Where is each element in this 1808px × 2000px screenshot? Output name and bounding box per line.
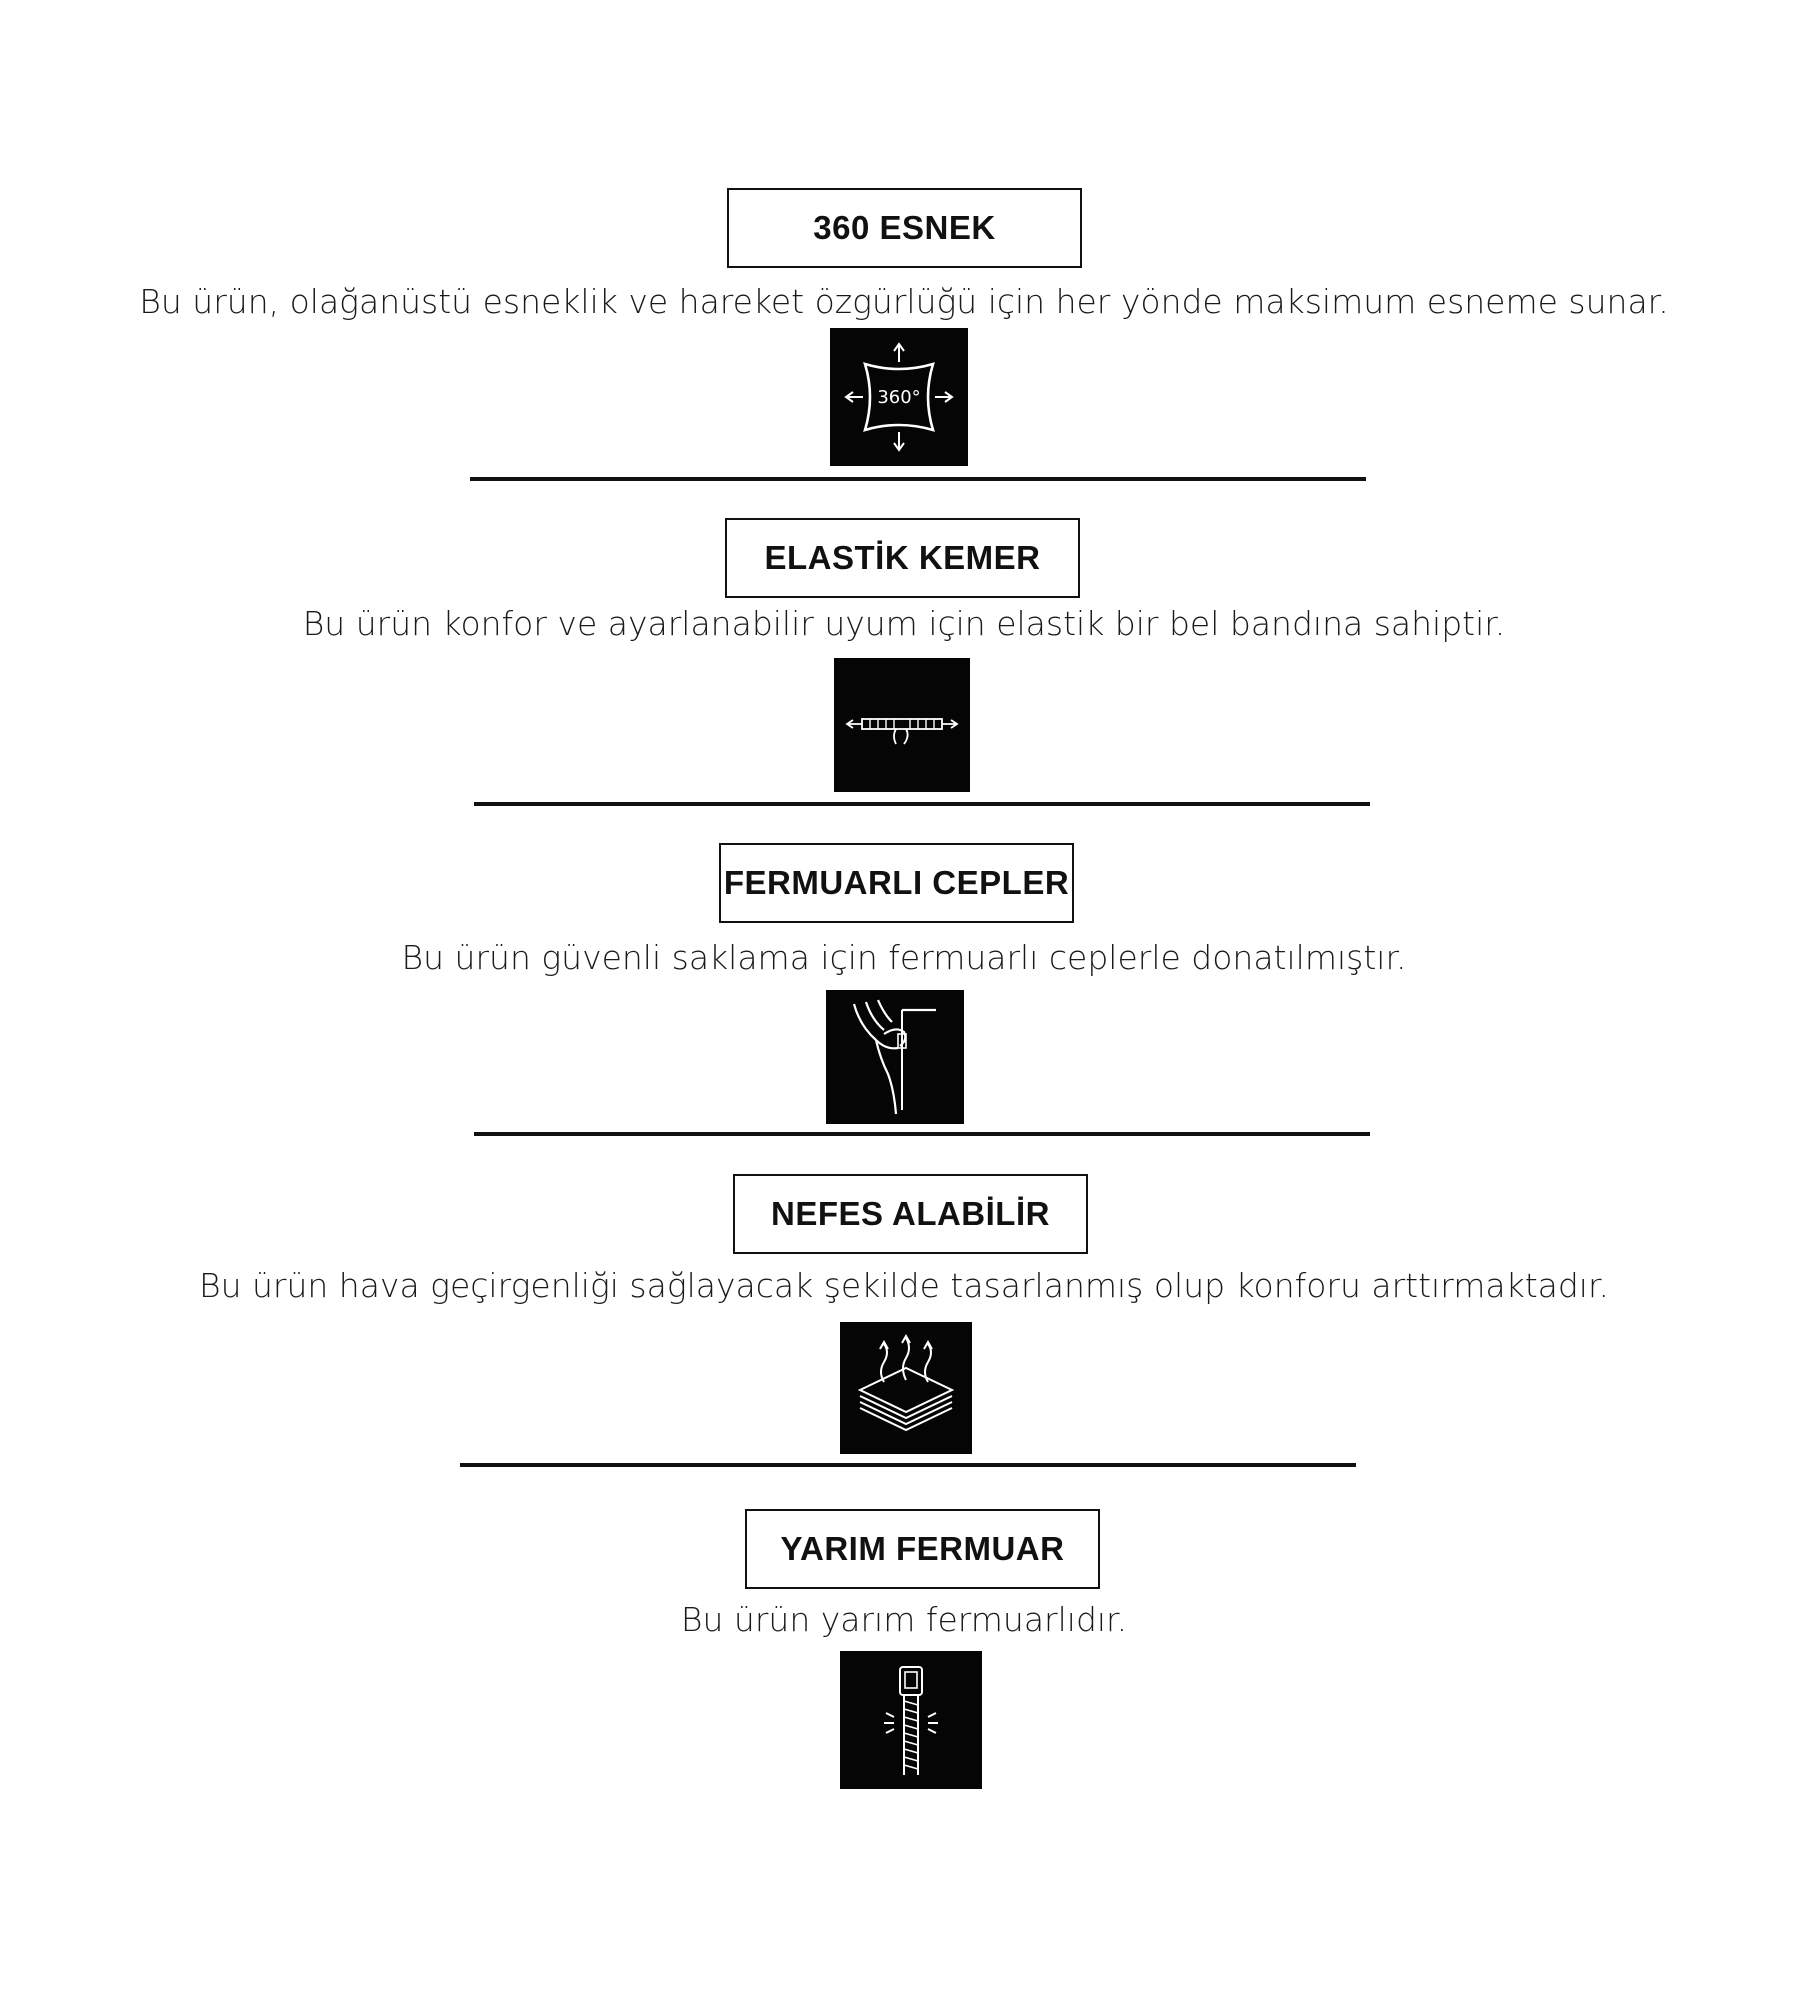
feature-title-nefes-alabilir: NEFES ALABİLİR (733, 1174, 1088, 1254)
divider-1 (470, 477, 1366, 481)
feature-description-fermuarli-cepler: Bu ürün güvenli saklama için fermuarlı ceplerle donatılmıştır. (401, 938, 1407, 977)
half-zip-icon (840, 1651, 982, 1789)
breathable-fabric-icon (840, 1322, 972, 1454)
feature-title-fermuarli-cepler: FERMUARLI CEPLER (719, 843, 1074, 923)
feature-title-360-esnek: 360 ESNEK (727, 188, 1082, 268)
feature-description-elastik-kemer: Bu ürün konfor ve ayarlanabilir uyum için elastik bir bel bandına sahiptir. (302, 604, 1506, 643)
feature-title-yarim-fermuar: YARIM FERMUAR (745, 1509, 1100, 1589)
divider-4 (460, 1463, 1356, 1467)
zipper-pocket-icon (826, 990, 964, 1124)
elastic-waistband-icon (834, 658, 970, 792)
divider-3 (474, 1132, 1370, 1136)
stretch-360-label: 360° (877, 387, 921, 408)
feature-description-nefes-alabilir: Bu ürün hava geçirgenliği sağlayacak şekilde tasarlanmış olup konforu arttırmaktadır. (198, 1266, 1609, 1305)
divider-2 (474, 802, 1370, 806)
stretch-360-icon (830, 328, 968, 466)
feature-description-yarim-fermuar: Bu ürün yarım fermuarlıdır. (680, 1600, 1128, 1639)
feature-title-elastik-kemer: ELASTİK KEMER (725, 518, 1080, 598)
feature-description-360-esnek: Bu ürün, olağanüstü esneklik ve hareket özgürlüğü için her yönde maksimum esneme sunar. (139, 282, 1669, 321)
